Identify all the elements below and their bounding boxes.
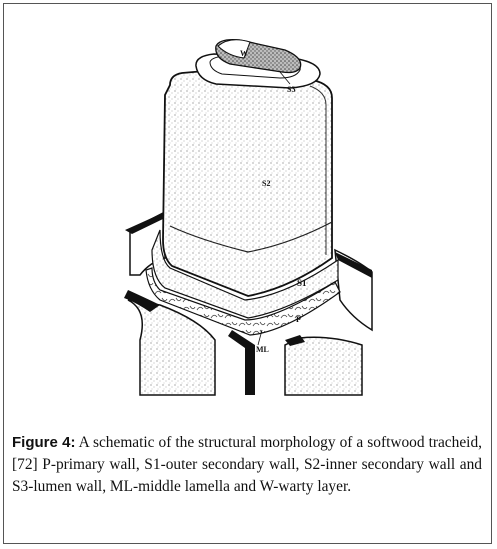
label-ml: ML [256, 345, 269, 354]
label-p: P [296, 315, 301, 324]
figure-caption [12, 432, 482, 498]
label-s3: S3 [287, 85, 296, 94]
label-s2: S2 [262, 179, 271, 188]
label-w: W [240, 49, 248, 58]
figure-label: Figure 4: [12, 434, 76, 451]
label-s1: S1 [297, 278, 307, 288]
s2-layer [163, 71, 332, 296]
caption-text: A schematic of the structural morphology of a softwood tracheid, [72] P-primary wall, S1-outer secondary wall, S2-inner secondary wall and S3-lumen wall, ML-middle lamella and W-warty layer. [12, 434, 482, 495]
